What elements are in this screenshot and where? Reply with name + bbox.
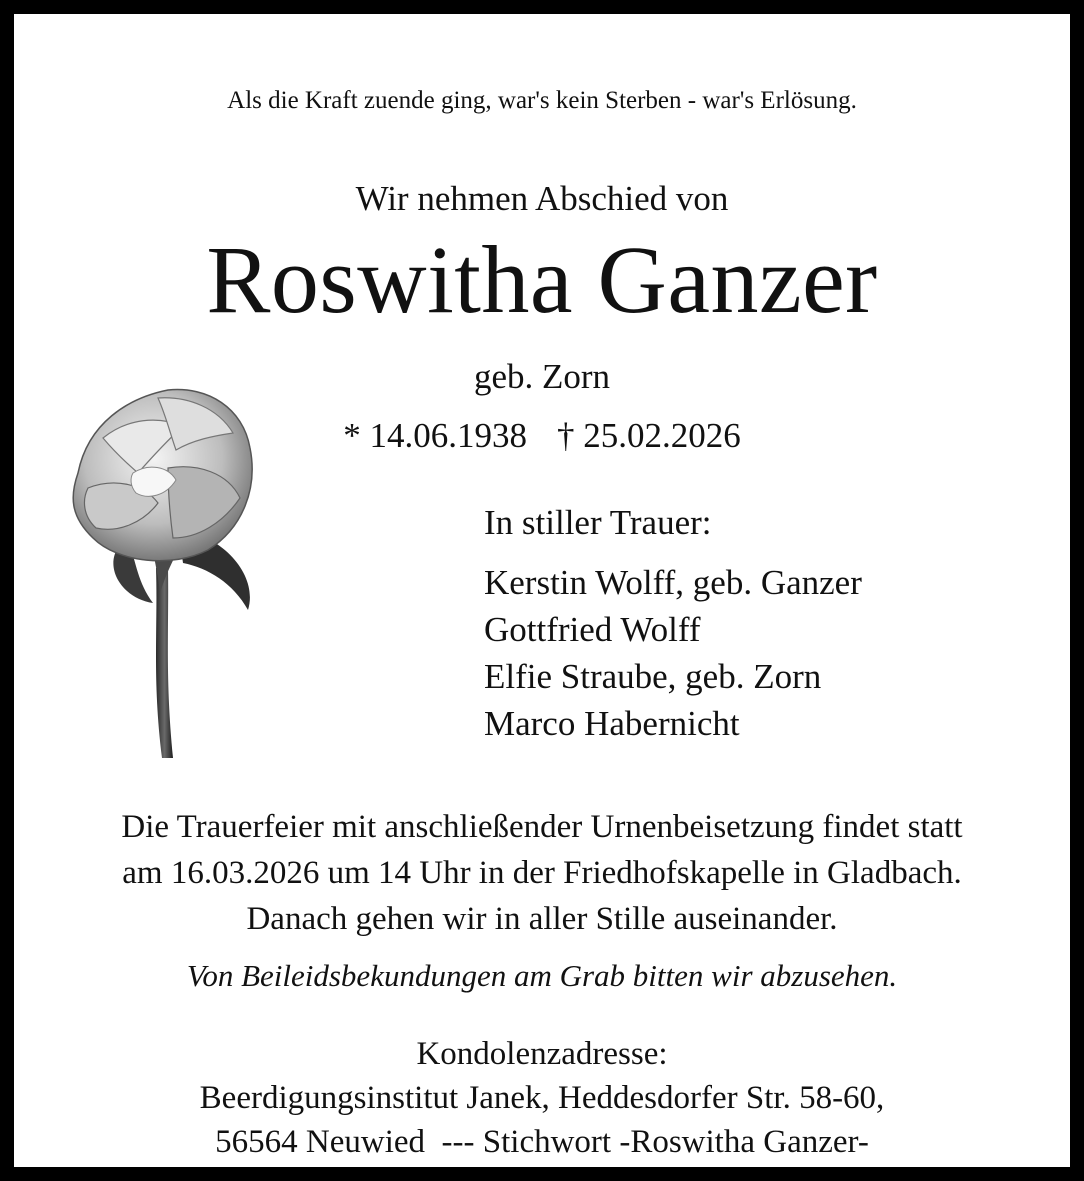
mourner-name: Marco Habernicht bbox=[484, 704, 740, 743]
ceremony-line: Die Trauerfeier mit anschließender Urnenbeisetzung findet statt bbox=[121, 809, 963, 845]
mourner-name: Kerstin Wolff, geb. Ganzer bbox=[484, 563, 862, 602]
mourners-block bbox=[484, 505, 862, 753]
mourner-name: Elfie Straube, geb. Zorn bbox=[484, 657, 822, 696]
address-line: 56564 Neuwied --- Stichwort -Roswitha Ganzer- bbox=[215, 1124, 869, 1160]
ceremony-line: am 16.03.2026 um 14 Uhr in der Friedhofskapelle in Gladbach. bbox=[122, 855, 962, 891]
death-date: † 25.02.2026 bbox=[557, 416, 741, 455]
condolence-address bbox=[14, 1032, 1070, 1164]
mourner-name: Gottfried Wolff bbox=[484, 610, 701, 649]
rose-bloom bbox=[73, 390, 252, 561]
deceased-name: Roswitha Ganzer bbox=[206, 226, 878, 333]
rose-image bbox=[58, 378, 278, 768]
address-line: Beerdigungsinstitut Janek, Heddesdorfer Str. 58-60, bbox=[199, 1080, 885, 1116]
condolence-label: Kondolenzadresse: bbox=[416, 1036, 668, 1072]
ceremony-details bbox=[14, 804, 1070, 942]
motto-text: Als die Kraft zuende ging, war's kein Sterben - war's Erlösung. bbox=[227, 87, 857, 114]
maiden-name: geb. Zorn bbox=[473, 357, 611, 396]
rose-stem bbox=[156, 568, 173, 758]
ceremony-line: Danach gehen wir in aller Stille auseinander. bbox=[246, 901, 838, 937]
mourners-heading: In stiller Trauer: bbox=[484, 503, 712, 542]
intro-text: Wir nehmen Abschied von bbox=[355, 179, 729, 218]
birth-date: * 14.06.1938 bbox=[343, 416, 527, 455]
condolence-request: Von Beileidsbekundungen am Grab bitten wir abzusehen. bbox=[186, 958, 898, 993]
